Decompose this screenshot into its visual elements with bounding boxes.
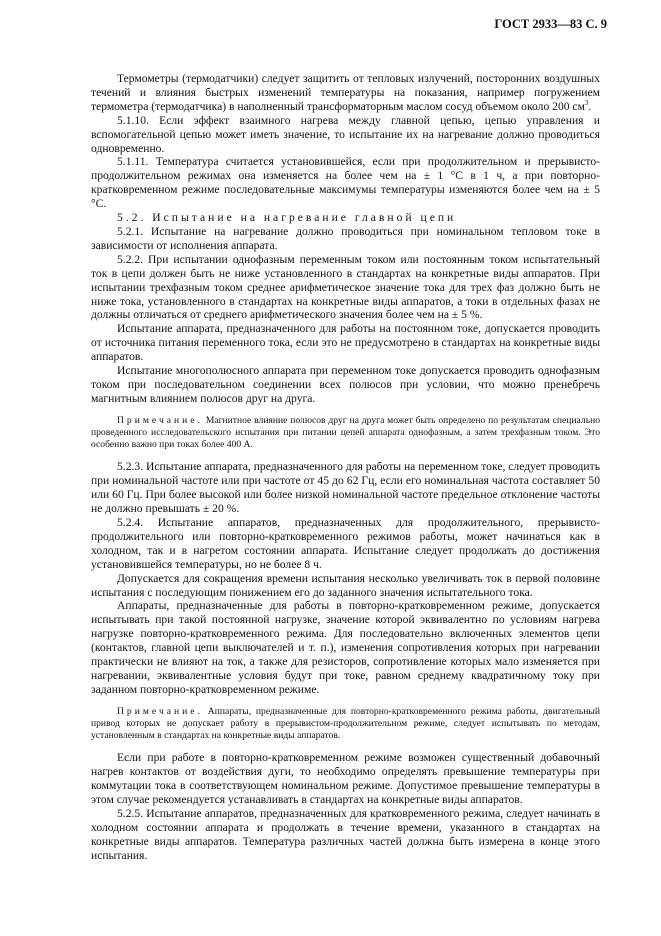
note-label: Примечание. bbox=[117, 705, 203, 717]
paragraph-thermometers: Термометры (термодатчики) следует защитить от тепловых излучений, посторонних воздушных течений и влияния быстрых изменений температуры на показания, например погружением термометра (термодатчика) в наполненный трансформаторным маслом сосуд объемом около 200 $см^3$. bbox=[91, 72, 600, 113]
paragraph-5-2-3: 5.2.3. Испытание аппарата, предназначенного для работы на переменном токе, следует проводить при номинальной частоте или при частоте от 45 до 62 Гц, если его номинальная частота составляет 50 или 60 Гц. При более высокой или более низкой номинальной частоте предельное отклонение частоты не должно превышать ± 20 %. bbox=[91, 460, 600, 516]
section-heading-5-2: 5.2. Испытание на нагревание главной цепи bbox=[117, 211, 457, 225]
paragraph-5-1-10: 5.1.10. Если эффект взаимного нагрева между главной цепью, цепью управления и вспомогательной цепью может иметь значение, то испытание их на нагревание должно проводиться одновременно. bbox=[91, 113, 600, 155]
paragraph-5-2-4: 5.2.4. Испытание аппаратов, предназначенных для продолжительного, прерывисто-продолжительного или повторно-кратковременного режимов работы, может начинаться как в холодном, так и в нагретом состоянии аппарата. Испытание следует продолжать до достижения установившейся температуры, но не более 8 ч. bbox=[91, 515, 600, 571]
note-1: Примечание. Магнитное влияние полюсов друг на друга может быть определено по результатам специально проведенного исследовательского испытания при питании цепей аппарата однофазным, а затем трехфазным током. Это особенно важно при токах более 400 А. bbox=[91, 414, 600, 451]
paragraph-intermittent-mode: Аппараты, предназначенные для работы в повторно-кратковременном режиме, допускается испытывать при такой постоянной нагрузке, значение которой эквивалентно по условиям нагрева нагрузке повторно-кратковременного режима. Для последовательно включенных элементов цепи (контактов, главной цепи выключателей и т. п.), изменения сопротивления которых при нагревании практически не влияют на ток, а также для резисторов, сопротивление которых мало изменяется при нагревании, эквивалентные условия будут при токе, равном среднему квадратичному току при заданном повторно-кратковременном режиме. bbox=[91, 599, 600, 696]
paragraph-5-1-11: 5.1.11. Температура считается установившейся, если при продолжительном и прерывисто-продолжительном режимах она изменяется на более чем на ± 1 °C в 1 ч, а при повторно-кратковременном режиме последовательные максимумы температуры изменяются более чем на ± 5 °C. bbox=[91, 155, 600, 211]
paragraph-dc-test: Испытание аппарата, предназначенного для работы на постоянном токе, допускается проводить от источника питания переменного тока, если это не предусмотрено в стандартах на конкретные виды аппаратов. bbox=[91, 322, 600, 364]
document-body bbox=[91, 72, 600, 863]
paragraph-current-increase: Допускается для сокращения времени испытания несколько увеличивать ток в первой половине испытания с последующим понижением его до заданного значения испытательного тока. bbox=[91, 571, 600, 599]
paragraph-5-2-2: 5.2.2. При испытании однофазным переменным током или постоянным током испытательный ток в цепи должен быть не ниже установленного в стандартах на конкретные виды аппаратов. При испытании трехфазным током среднее арифметическое значение тока для трех фаз должно быть не ниже тока, установленного в стандартах на конкретные виды аппаратов, а токи в отдельных фазах не должны отличаться от среднего арифметического значения более чем на ± 5 %. bbox=[91, 252, 600, 322]
page-header: ГОСТ 2933—83 С. 9 bbox=[494, 17, 607, 31]
paragraph-multipole-test: Испытание многополюсного аппарата при переменном токе допускается проводить однофазным током при последовательном соединении всех полюсов при условии, что можно пренебречь магнитным влиянием полюсов друг на друга. bbox=[91, 364, 600, 405]
note-label: Примечание. bbox=[117, 414, 203, 426]
paragraph-5-2-5: 5.2.5. Испытание аппаратов, предназначенных для кратковременного режима, следует начинать в холодном состоянии аппарата и продолжать в течение времени, указанного в стандартах на конкретные виды аппаратов. Температура различных частей должна быть измерена в конце этого испытания. bbox=[91, 807, 600, 862]
note-2: Примечание. Аппараты, предназначенные для повторно-кратковременного режима работы, двигательный привод которых не допускает работу в прерывистом-продолжительном режиме, следует испытывать по методам, установленным в стандартах на конкретные виды аппаратов. bbox=[91, 705, 600, 742]
paragraph-arc-heating: Если при работе в повторно-кратковременном режиме возможен существенный добавочный нагрев контактов от воздействия дуги, то необходимо определять превышение температуры при коммутации тока в соответствующем номинальном режиме. Допустимое превышение температуры в этом случае рекомендуется устанавливать в стандартах на конкретные виды аппаратов. bbox=[91, 751, 600, 807]
superscript: 3 bbox=[584, 98, 589, 107]
paragraph-5-2-1: 5.2.1. Испытание на нагревание должно проводиться при номинальном тепловом токе в зависимости от исполнения аппарата. bbox=[91, 224, 600, 252]
